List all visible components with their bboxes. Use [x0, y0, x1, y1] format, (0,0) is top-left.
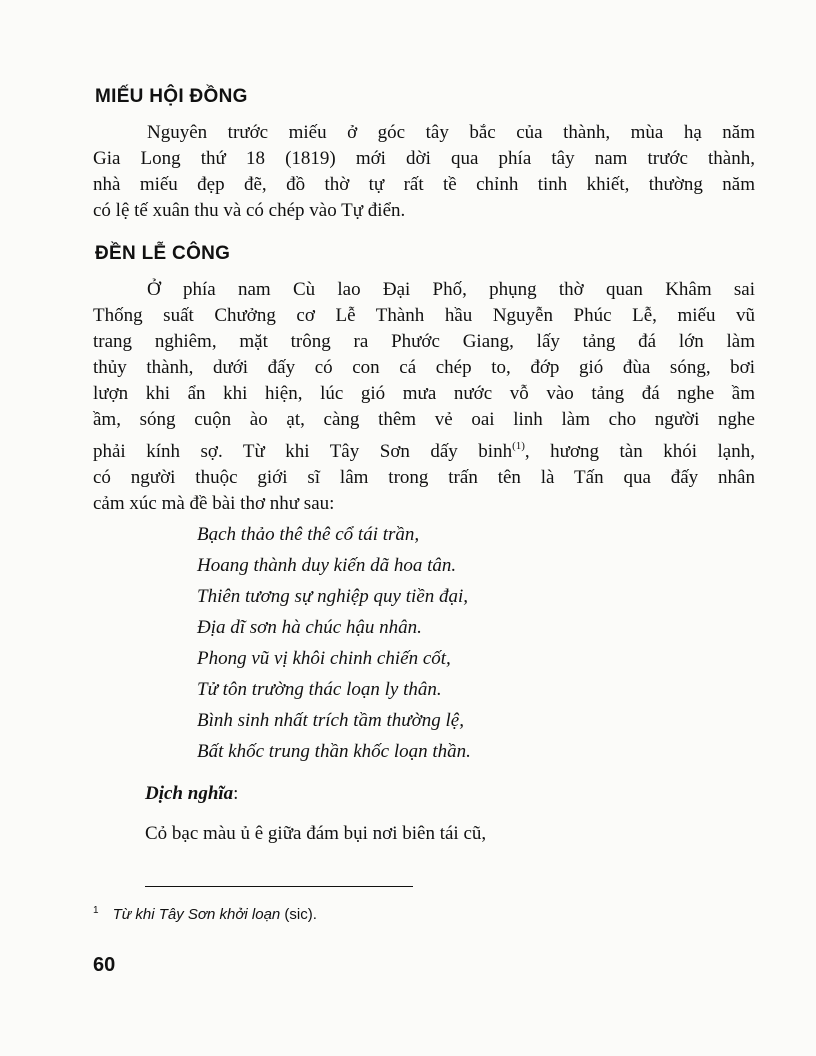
section-title-mieu-hoi-dong: MIẾU HỘI ĐỒNG: [95, 86, 248, 107]
poem-line: Hoang thành duy kiến dã hoa tân.: [197, 555, 457, 576]
poem-line: Phong vũ vị khôi chinh chiến cốt,: [197, 648, 451, 669]
poem-line: Thiên tương sự nghiệp quy tiền đại,: [197, 586, 468, 607]
footnote-italic-text: Từ khi Tây Sơn khởi loạn: [112, 906, 281, 923]
section-title-den-le-cong: ĐỀN LỄ CÔNG: [95, 243, 231, 264]
translation-first-line: Cỏ bạc màu ủ ê giữa đám bụi nơi biên tái cũ,: [145, 823, 487, 844]
footnote-divider: [145, 886, 413, 887]
line-text-before-ref: phải kính sợ. Từ khi Tây Sơn dấy binh: [93, 441, 513, 462]
paragraph-line: có người thuộc giới sĩ lâm trong trấn tên là Tấn qua đấy nhân: [93, 467, 755, 488]
paragraph-line: cảm xúc mà đề bài thơ như sau:: [93, 493, 335, 514]
footnote-plain-text: (sic).: [280, 906, 317, 923]
translation-heading: [145, 783, 238, 805]
paragraph-line: thủy thành, dưới đấy có con cá chép to, đớp gió đùa sóng, bơi: [93, 357, 755, 378]
translation-label: Dịch nghĩa: [145, 783, 234, 804]
footnote: [93, 905, 317, 923]
paragraph-line: lượn khi ẩn khi hiện, lúc gió mưa nước vỗ vào tảng đá nghe ầm: [93, 383, 755, 404]
paragraph-line: ầm, sóng cuộn ào ạt, càng thêm vẻ oai linh làm cho người nghe: [93, 409, 755, 430]
paragraph-line-with-footnote-ref: [93, 433, 755, 465]
paragraph-mieu-hoi-dong: [93, 120, 755, 224]
paragraph-line: nhà miếu đẹp đẽ, đồ thờ tự rất tề chỉnh tinh khiết, thường năm: [93, 174, 755, 195]
footnote-reference[interactable]: (1): [512, 440, 525, 452]
poem-line: Bất khốc trung thần khốc loạn thần.: [197, 741, 471, 762]
poem-line: Bạch thảo thê thê cổ tái trần,: [197, 524, 420, 545]
paragraph-line: Thống suất Chưởng cơ Lễ Thành hầu Nguyễn Phúc Lễ, miếu vũ: [93, 305, 755, 326]
paragraph-line: trang nghiêm, mặt trông ra Phước Giang, lấy tảng đá lớn làm: [93, 331, 755, 352]
paragraph-line: Gia Long thứ 18 (1819) mới dời qua phía tây nam trước thành,: [93, 148, 755, 169]
translation-colon: :: [233, 783, 239, 804]
paragraph-line: Ở phía nam Cù lao Đại Phố, phụng thờ quan Khâm sai: [147, 279, 755, 300]
paragraph-line: Nguyên trước miếu ở góc tây bắc của thành, mùa hạ năm: [147, 122, 755, 143]
poem-line: Tử tôn trường thác loạn ly thân.: [197, 679, 442, 700]
poem: [197, 519, 471, 767]
page-number: 60: [93, 954, 116, 976]
paragraph-den-le-cong: [93, 277, 755, 517]
poem-line: Địa dĩ sơn hà chúc hậu nhân.: [197, 617, 422, 638]
paragraph-line: có lệ tế xuân thu và có chép vào Tự điển.: [93, 200, 406, 221]
footnote-number: 1: [93, 905, 99, 916]
line-text-after-ref: , hương tàn khói lạnh,: [524, 441, 755, 462]
poem-line: Bình sinh nhất trích tầm thường lệ,: [197, 710, 464, 731]
